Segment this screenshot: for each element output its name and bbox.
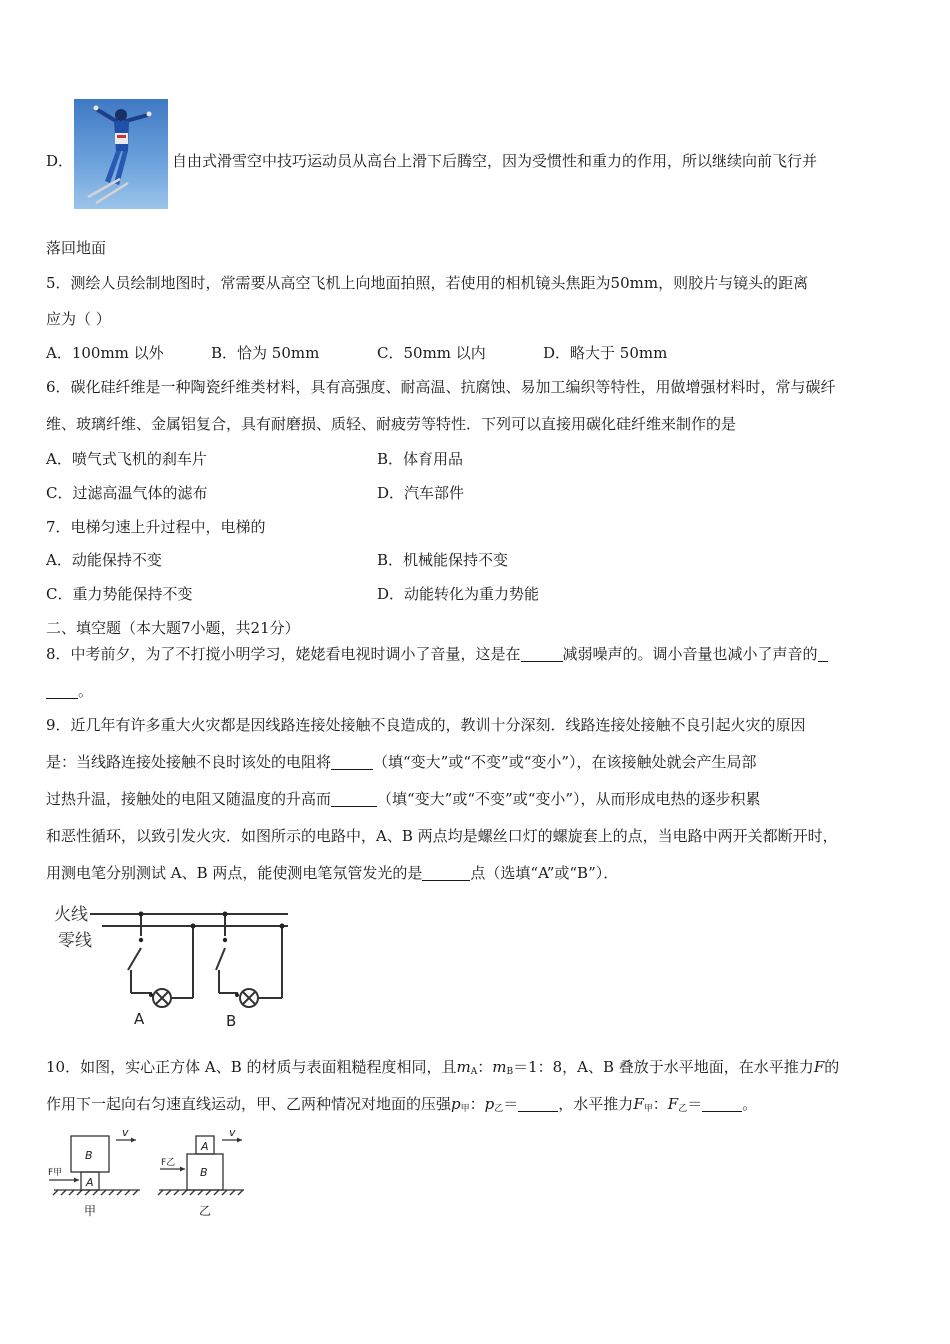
q10-f-jia: F <box>633 1095 644 1113</box>
yi-block-a-label: A <box>201 1140 209 1153</box>
force-jia-label: F甲 <box>48 1168 63 1178</box>
q10-f-yi: F <box>667 1095 679 1113</box>
q8-blank-1[interactable] <box>521 646 563 662</box>
q5-option-a: A．100mm 以外 <box>46 344 164 362</box>
q5-option-d: D．略大于 50mm <box>543 344 668 362</box>
jia-block-b-label: B <box>85 1149 93 1162</box>
q10-sub-jia: 甲 <box>460 1104 470 1114</box>
q9-line4: 和恶性循环，以致引发火灾．如图所示的电路中，A、B 两点均是螺丝口灯的螺旋套上的点，当电路中两开关都断开时， <box>46 827 838 845</box>
q10-f: F <box>813 1058 825 1076</box>
q10-eq-2: ＝ <box>687 1095 703 1113</box>
q10-blocks-diagram <box>44 1124 259 1222</box>
q10-colon-3: ： <box>652 1095 668 1113</box>
q9-line2 <box>46 752 757 772</box>
q6-stem-line2: 维、玻璃纤维、金属铝复合，具有耐磨损、质轻、耐疲劳等特性．下列可以直接用碳化硅纤维来制作的是 <box>46 415 737 433</box>
q8-part2: 减弱噪声的。调小音量也减小了声音的 <box>562 645 818 663</box>
q7-stem: 7．电梯匀速上升过程中，电梯的 <box>46 518 266 536</box>
q9-line3 <box>46 789 761 809</box>
q9-circuit-diagram <box>50 900 300 1035</box>
q9-blank-3[interactable] <box>422 865 470 881</box>
q8-blank-2[interactable] <box>46 683 78 699</box>
q8-end: 。 <box>78 682 94 700</box>
q9-line2a: 是：当线路连接处接触不良时该处的电阻将 <box>46 753 332 771</box>
q6-option-b: B．体育用品 <box>377 450 464 468</box>
q10-p-yi: p <box>484 1095 495 1113</box>
caption-yi: 乙 <box>199 1204 212 1218</box>
q9-blank-2[interactable] <box>331 791 377 807</box>
q10-sub-b: B <box>506 1067 514 1077</box>
q9-line3b: （填“变大”或“不变”或“变小”），从而形成电热的逐步积累 <box>377 790 761 808</box>
q10-line2a: 作用下一起向右匀速直线运动，甲、乙两种情况对地面的压强 <box>46 1095 452 1113</box>
point-a-label: A <box>134 1010 145 1028</box>
q5-option-c: C．50mm 以内 <box>377 344 486 362</box>
q6-option-a: A．喷气式飞机的刹车片 <box>46 450 207 468</box>
q4-option-d-text: 自由式滑雪空中技巧运动员从高台上滑下后腾空，因为受惯性和重力的作用，所以继续向前飞行并 <box>172 152 818 170</box>
q7-option-d: D．动能转化为重力势能 <box>377 585 540 603</box>
q8-part1: 8．中考前夕，为了不打搅小明学习，姥姥看电视时调小了音量，这是在 <box>46 645 521 663</box>
skier-photo <box>74 99 168 209</box>
q10-p-jia: p <box>451 1095 461 1113</box>
jia-velocity-label: v <box>122 1126 129 1139</box>
q9-line5 <box>46 863 618 883</box>
skier-image <box>74 99 168 209</box>
q10-line2 <box>46 1094 757 1119</box>
section-2-title: 二、填空题（本大题7小题，共21分） <box>46 619 300 637</box>
q10-ratio: ＝1：8，A、B 叠放于水平地面，在水平推力 <box>513 1058 814 1076</box>
force-yi-label: F乙 <box>161 1158 176 1168</box>
q9-line5b: 点（选填“A”或“B”）． <box>470 864 619 882</box>
point-b-label: B <box>226 1012 237 1030</box>
q10-colon-2: ： <box>469 1095 485 1113</box>
jia-block-a-label: A <box>86 1176 94 1189</box>
q10-sub-yi: 乙 <box>494 1104 504 1114</box>
q4-option-d-text-cont: 落回地面 <box>46 239 107 257</box>
live-wire-label: 火线 <box>54 905 88 925</box>
q10-sub-a: A <box>470 1067 478 1077</box>
q5-stem-line2: 应为（ ） <box>46 310 111 328</box>
q7-option-c: C．重力势能保持不变 <box>46 585 193 603</box>
q10-line1 <box>46 1057 839 1082</box>
q10-sub-yi-2: 乙 <box>678 1104 688 1114</box>
q10-sub-jia-2: 甲 <box>643 1104 653 1114</box>
q9-line3a: 过热升温，接触处的电阻又随温度的升高而 <box>46 790 332 808</box>
q9-line5a: 用测电笔分别测试 A、B 两点，能使测电笔氖管发光的是 <box>46 864 423 882</box>
q9-line1: 9．近几年有许多重大火灾都是因线路连接处接触不良造成的，教训十分深刻．线路连接处接触不良引起火灾的原因 <box>46 716 806 734</box>
q6-option-d: D．汽车部件 <box>377 484 465 502</box>
q10-blank-2[interactable] <box>702 1096 742 1112</box>
q5-stem-line1: 5．测绘人员绘制地图时，常需要从高空飞机上向地面拍照，若使用的相机镜头焦距为50mm，则胶片与镜头的距离 <box>46 274 809 292</box>
q8-line1 <box>46 644 828 664</box>
q10-colon-1: ： <box>477 1058 493 1076</box>
q10-m-a: m <box>456 1058 471 1076</box>
q8-blank-2-start[interactable] <box>818 646 828 662</box>
q6-option-c: C．过滤高温气体的滤布 <box>46 484 208 502</box>
q9-blank-1[interactable] <box>331 754 373 770</box>
q7-option-a: A．动能保持不变 <box>46 551 162 569</box>
neutral-wire-label: 零线 <box>58 931 92 951</box>
q10-blank-1[interactable] <box>518 1096 558 1112</box>
yi-block-b-label: B <box>200 1166 208 1179</box>
q7-option-b: B．机械能保持不变 <box>377 551 509 569</box>
caption-jia: 甲 <box>84 1204 97 1218</box>
q4-option-d-label: D． <box>46 152 74 170</box>
q10-mid: ，水平推力 <box>558 1095 634 1113</box>
q10-line1c: 的 <box>824 1058 840 1076</box>
yi-velocity-label: v <box>229 1126 236 1139</box>
q10-m-b: m <box>492 1058 507 1076</box>
q10-line1a: 10．如图，实心正方体 A、B 的材质与表面粗糙程度相同，且 <box>46 1058 457 1076</box>
q9-line2b: （填“变大”或“不变”或“变小”），在该接触处就会产生局部 <box>373 753 757 771</box>
q8-line2 <box>46 681 93 701</box>
q10-eq-1: ＝ <box>503 1095 519 1113</box>
q5-option-b: B．恰为 50mm <box>211 344 320 362</box>
q6-stem-line1: 6．碳化硅纤维是一种陶瓷纤维类材料，具有高强度、耐高温、抗腐蚀、易加工编织等特性，用做增强材料时，常与碳纤 <box>46 378 836 396</box>
q10-end: 。 <box>742 1095 758 1113</box>
